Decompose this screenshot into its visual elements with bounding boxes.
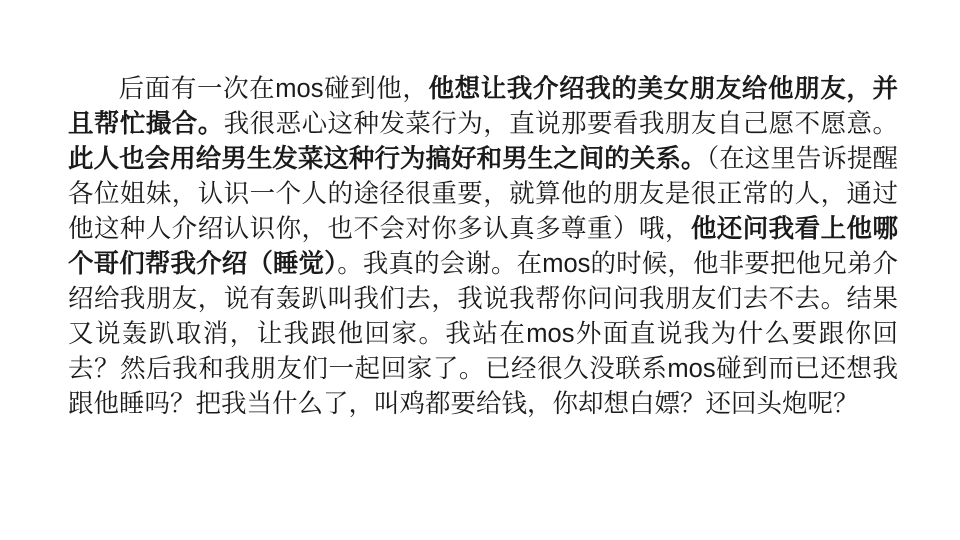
text-segment-bold: 他想让我介绍我的美女朋友给他朋友，并且帮忙撮合。 [68, 75, 898, 138]
text-segment: 后面有一次在mos碰到他， [118, 75, 429, 103]
document-text-body [68, 72, 898, 422]
text-segment-bold: 此人也会用给男生发菜这种行为搞好和男生之间的关系。 [68, 145, 707, 173]
text-segment-bold: 他还问我看上他哪个哥们帮我介绍（睡觉） [68, 215, 898, 278]
text-segment: （在这里告诉提醒各位姐妹，认识一个人的途径很重要，就算他的朋友是很正常的人，通过他这种人介绍认识你，也不会对你多认真多尊重）哦， [68, 145, 898, 243]
text-segment: 我很恶心这种发菜行为，直说那要看我朋友自己愿不愿意。 [223, 110, 898, 138]
text-segment: 。我真的会谢。在mos的时候，他非要把他兄弟介绍给我朋友，说有轰趴叫我们去，我说我帮你问问我朋友们去不去。结果又说轰趴取消，让我跟他回家。我站在mos外面直说我为什么要跟你回去？然后我和我朋友们一起回家了。已经很久没联系mos碰到而已还想我跟他睡吗？把我当什么了，叫鸡都要给钱，你却想白嫖？还回头炮呢？ [68, 250, 898, 418]
